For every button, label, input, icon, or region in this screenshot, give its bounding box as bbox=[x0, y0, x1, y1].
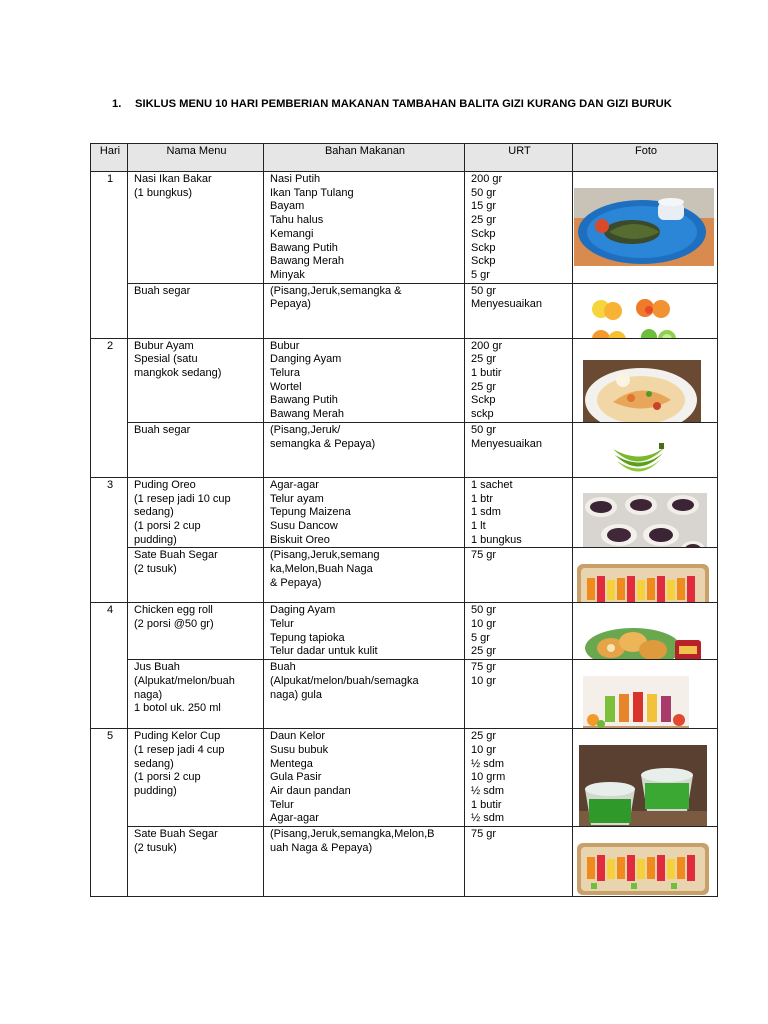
ingredients: Agar-agar Telur ayam Tepung Maizena Susu Dancow Biskuit Oreo bbox=[264, 477, 465, 548]
table-row bbox=[91, 422, 718, 477]
menu-name: Buah segar bbox=[128, 283, 264, 338]
table-row bbox=[91, 660, 718, 729]
menu-name: Nasi Ikan Bakar (1 bungkus) bbox=[128, 172, 264, 284]
urt-amounts: 75 gr 10 gr bbox=[465, 660, 573, 729]
citrus-fruits-photo bbox=[583, 284, 695, 339]
menu-name: Buah segar bbox=[128, 422, 264, 477]
urt-amounts: 200 gr 50 gr 15 gr 25 gr Sckp Sckp Sckp 5 gr bbox=[465, 172, 573, 284]
bubur-ayam-photo bbox=[583, 347, 701, 423]
puding-kelor-photo bbox=[579, 731, 707, 826]
ingredients: Nasi Putih Ikan Tanp Tulang Bayam Tahu halus Kemangi Bawang Putih Bawang Merah Minyak bbox=[264, 172, 465, 284]
ingredients: Daun Kelor Susu bubuk Mentega Gula Pasir Air daun pandan Telur Agar-agar bbox=[264, 729, 465, 827]
ingredients: (Pisang,Jeruk,semangka & Pepaya) bbox=[264, 283, 465, 338]
ingredients: (Pisang,Jeruk,semang ka,Melon,Buah Naga & Pepaya) bbox=[264, 548, 465, 603]
urt-amounts: 200 gr 25 gr 1 butir 25 gr Sckp sckp bbox=[465, 338, 573, 422]
chicken-egg-roll-photo bbox=[583, 604, 707, 659]
photo-cell bbox=[573, 477, 718, 548]
table-header-row bbox=[91, 144, 718, 172]
urt-amounts: 50 gr Menyesuaikan bbox=[465, 422, 573, 477]
header-urt: URT bbox=[465, 144, 573, 172]
photo-cell bbox=[573, 548, 718, 603]
table-row bbox=[91, 729, 718, 827]
menu-name: Sate Buah Segar (2 tusuk) bbox=[128, 827, 264, 897]
day-number: 2 bbox=[91, 338, 128, 477]
table-row bbox=[91, 548, 718, 603]
table-row bbox=[91, 338, 718, 422]
nasi-ikan-bakar-photo bbox=[574, 174, 714, 279]
puding-oreo-photo bbox=[583, 479, 707, 548]
day-number: 1 bbox=[91, 172, 128, 339]
urt-amounts: 25 gr 10 gr ½ sdm 10 grm ½ sdm 1 butir ½ sdm bbox=[465, 729, 573, 827]
ingredients: (Pisang,Jeruk,semangka,Melon,B uah Naga & Pepaya) bbox=[264, 827, 465, 897]
sate-buah-photo bbox=[577, 829, 709, 897]
table-row bbox=[91, 477, 718, 548]
photo-cell bbox=[573, 827, 718, 897]
urt-amounts: 75 gr bbox=[465, 827, 573, 897]
photo-cell bbox=[573, 603, 718, 660]
sate-buah-photo bbox=[577, 550, 709, 603]
photo-cell bbox=[573, 172, 718, 284]
urt-amounts: 50 gr 10 gr 5 gr 25 gr bbox=[465, 603, 573, 660]
menu-name: Sate Buah Segar (2 tusuk) bbox=[128, 548, 264, 603]
menu-cycle-table bbox=[90, 143, 718, 897]
photo-cell bbox=[573, 338, 718, 422]
ingredients: Daging Ayam Telur Tepung tapioka Telur dadar untuk kulit bbox=[264, 603, 465, 660]
menu-name: Puding Kelor Cup (1 resep jadi 4 cup sedang) (1 porsi 2 cup pudding) bbox=[128, 729, 264, 827]
menu-name: Puding Oreo (1 resep jadi 10 cup sedang) (1 porsi 2 cup pudding) bbox=[128, 477, 264, 548]
table-row bbox=[91, 172, 718, 284]
heading-title: SIKLUS MENU 10 HARI PEMBERIAN MAKANAN TAMBAHAN BALITA GIZI KURANG DAN GIZI BURUK bbox=[135, 98, 672, 110]
photo-cell bbox=[573, 283, 718, 338]
photo-cell bbox=[573, 729, 718, 827]
banana-photo bbox=[611, 425, 667, 478]
table-row bbox=[91, 283, 718, 338]
menu-name: Jus Buah (Alpukat/melon/buah naga) 1 botol uk. 250 ml bbox=[128, 660, 264, 729]
day-number: 5 bbox=[91, 729, 128, 897]
photo-cell bbox=[573, 422, 718, 477]
day-number: 4 bbox=[91, 603, 128, 729]
menu-name: Bubur Ayam Spesial (satu mangkok sedang) bbox=[128, 338, 264, 422]
header-foto: Foto bbox=[573, 144, 718, 172]
ingredients: Bubur Danging Ayam Telura Wortel Bawang Putih Bawang Merah bbox=[264, 338, 465, 422]
jus-buah-photo bbox=[583, 662, 689, 729]
menu-name: Chicken egg roll (2 porsi @50 gr) bbox=[128, 603, 264, 660]
table-row bbox=[91, 603, 718, 660]
urt-amounts: 50 gr Menyesuaikan bbox=[465, 283, 573, 338]
header-bahan-makanan: Bahan Makanan bbox=[264, 144, 465, 172]
table-row bbox=[91, 827, 718, 897]
heading-number: 1. bbox=[112, 98, 122, 110]
header-nama-menu: Nama Menu bbox=[128, 144, 264, 172]
day-number: 3 bbox=[91, 477, 128, 603]
ingredients: Buah (Alpukat/melon/buah/semagka naga) gula bbox=[264, 660, 465, 729]
photo-cell bbox=[573, 660, 718, 729]
urt-amounts: 75 gr bbox=[465, 548, 573, 603]
header-hari: Hari bbox=[91, 144, 128, 172]
urt-amounts: 1 sachet 1 btr 1 sdm 1 lt 1 bungkus bbox=[465, 477, 573, 548]
ingredients: (Pisang,Jeruk/ semangka & Pepaya) bbox=[264, 422, 465, 477]
